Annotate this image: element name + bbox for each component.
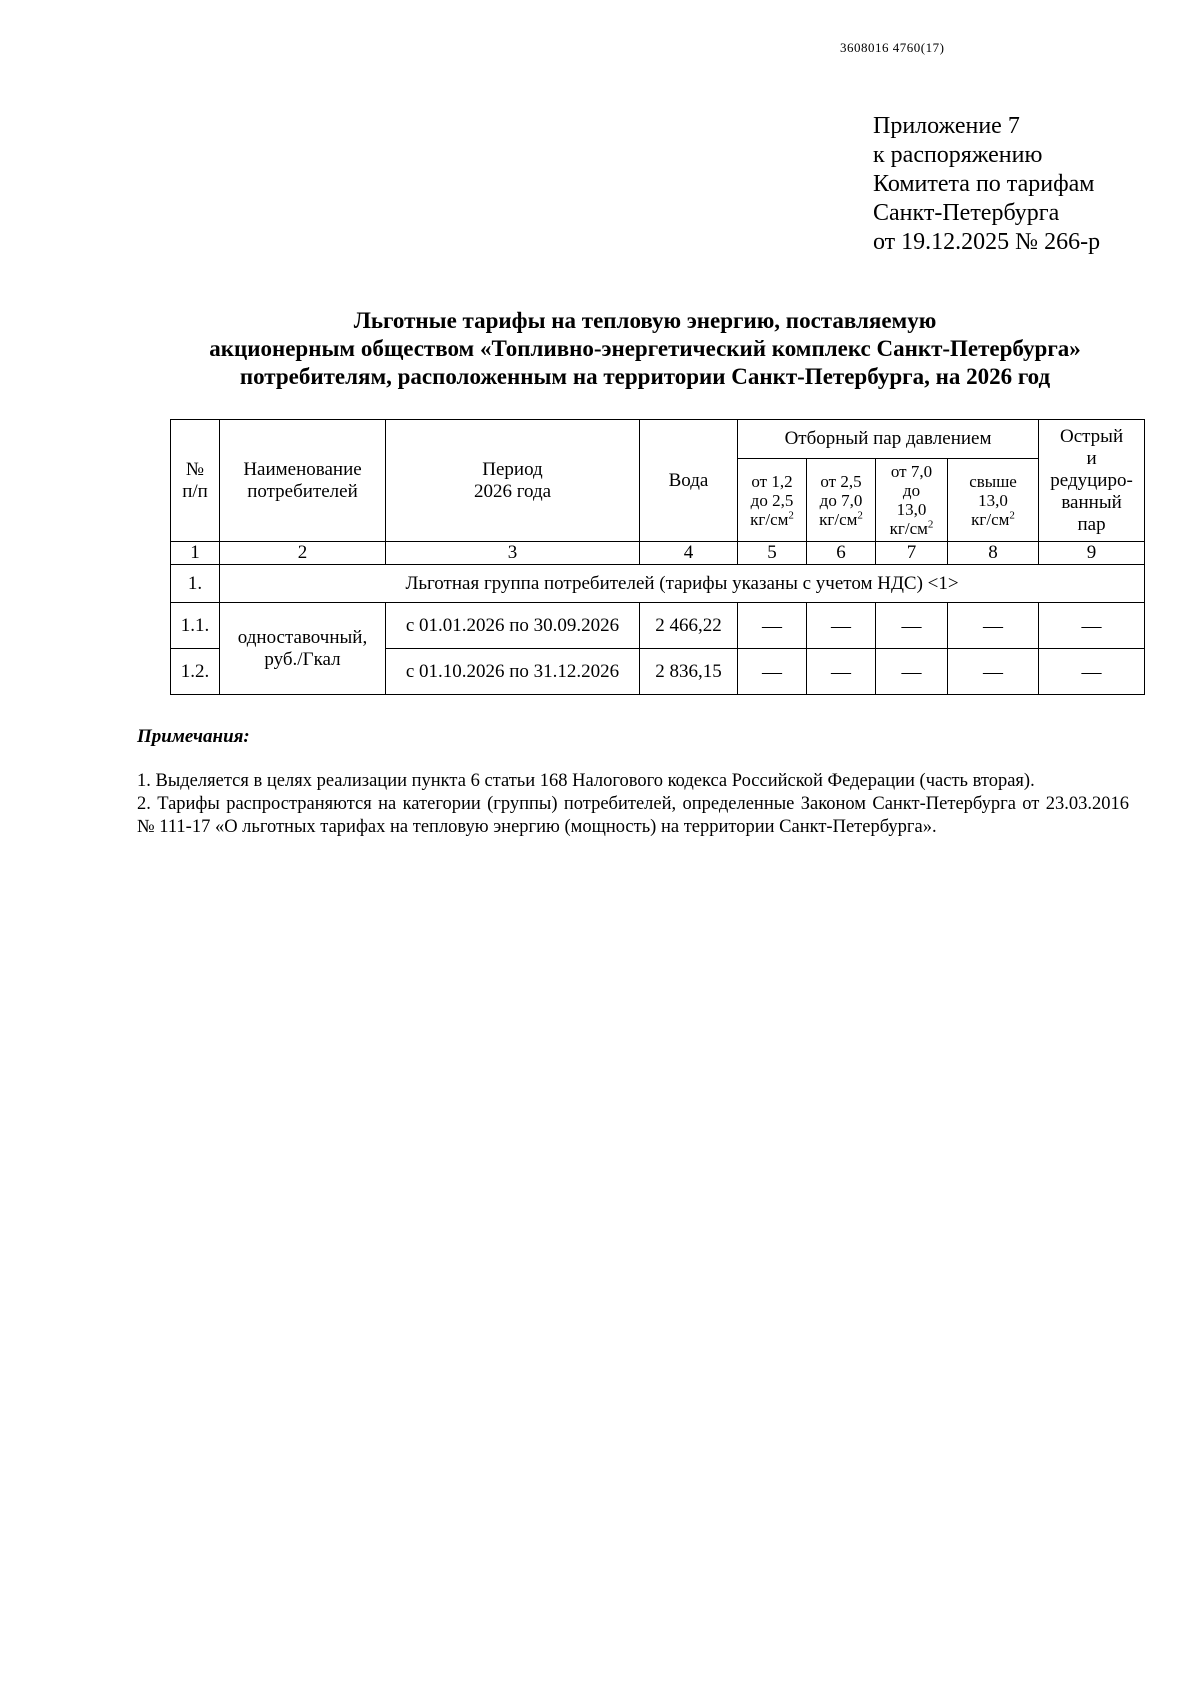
consumer-name: одноставочный, руб./Гкал (220, 603, 386, 695)
header-acute-steam: Острый и редуциро- ванный пар (1039, 420, 1145, 542)
column-number: 8 (948, 542, 1039, 565)
group-label: Льготная группа потребителей (тарифы указаны с учетом НДС) <1> (220, 565, 1145, 603)
table-row (171, 603, 1145, 649)
row-steam-4: — (948, 649, 1039, 695)
title-line: Льготные тарифы на тепловую энергию, поставляемую (353, 308, 937, 333)
row-num: 1.2. (171, 649, 220, 695)
note-item: 1. Выделяется в целях реализации пункта 6 статьи 168 Налогового кодекса Российской Федерации (часть вторая). (137, 771, 1035, 791)
column-number: 6 (807, 542, 876, 565)
document-title (130, 307, 1160, 391)
header-period: Период 2026 года (386, 420, 640, 542)
header-num: № п/п (171, 420, 220, 542)
row-num: 1.1. (171, 603, 220, 649)
header-water: Вода (640, 420, 738, 542)
title-line: потребителям, расположенным на территории Санкт-Петербурга, на 2026 год (239, 364, 1051, 389)
row-period: с 01.01.2026 по 30.09.2026 (386, 603, 640, 649)
column-number: 4 (640, 542, 738, 565)
row-steam-2: — (807, 649, 876, 695)
group-row (171, 565, 1145, 603)
column-number: 9 (1039, 542, 1145, 565)
appendix-line: к распоряжению (873, 142, 1043, 168)
row-period: с 01.10.2026 по 31.12.2026 (386, 649, 640, 695)
row-steam-4: — (948, 603, 1039, 649)
column-number: 7 (876, 542, 948, 565)
row-acute: — (1039, 649, 1145, 695)
header-steam-2: от 2,5 до 7,0 $кг/см^2$ (807, 459, 876, 542)
column-number: 2 (220, 542, 386, 565)
row-steam-1: — (738, 603, 807, 649)
header-steam-3: от 7,0 до 13,0 $кг/см^2$ (876, 459, 948, 542)
row-steam-3: — (876, 649, 948, 695)
column-number: 5 (738, 542, 807, 565)
column-number-row (171, 542, 1145, 565)
appendix-line: от 19.12.2025 № 266-р (873, 229, 1101, 255)
appendix-line: Санкт-Петербурга (873, 200, 1060, 226)
row-acute: — (1039, 603, 1145, 649)
document-number: 3608016 4760(17) (840, 40, 945, 55)
appendix-header (873, 112, 1100, 257)
header-steam-group: Отборный пар давлением (738, 420, 1039, 459)
row-steam-3: — (876, 603, 948, 649)
row-water: 2 836,15 (640, 649, 738, 695)
notes (137, 770, 1129, 839)
appendix-line: Приложение 7 (873, 113, 1020, 139)
header-steam-1: от 1,2 до 2,5 $кг/см^2$ (738, 459, 807, 542)
note-item: 2. Тарифы распространяются на категории (группы) потребителей, определенные Законом Санкт-Петербурга от 23.03.2016 № 111-17 «О льготных тарифах на тепловую энергию (мощность) на территории Санкт-Петербурга». (137, 794, 1129, 837)
header-row (171, 420, 1145, 459)
appendix-line: Комитета по тарифам (873, 171, 1095, 197)
group-num: 1. (171, 565, 220, 603)
column-number: 1 (171, 542, 220, 565)
column-number: 3 (386, 542, 640, 565)
tariff-table (170, 419, 1145, 695)
header-steam-4: свыше 13,0 $кг/см^2$ (948, 459, 1039, 542)
row-steam-1: — (738, 649, 807, 695)
header-consumer: Наименование потребителей (220, 420, 386, 542)
title-line: акционерным обществом «Топливно-энергетический комплекс Санкт-Петербурга» (209, 336, 1081, 361)
notes-title: Примечания: (137, 726, 250, 747)
row-steam-2: — (807, 603, 876, 649)
row-water: 2 466,22 (640, 603, 738, 649)
